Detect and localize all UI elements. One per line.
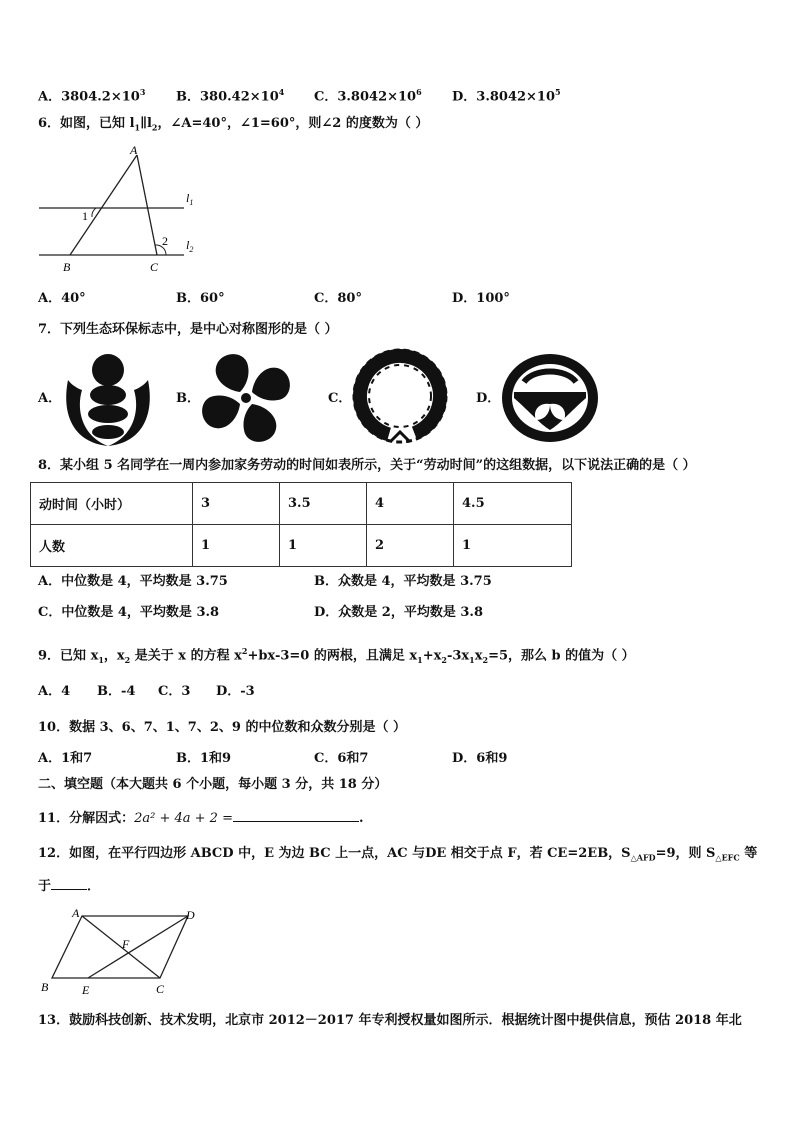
table-row	[31, 525, 572, 567]
table-cell: 2	[367, 525, 454, 567]
q11-answer-blank[interactable]	[233, 809, 359, 822]
q8-option-c: C．中位数是 4，平均数是 3.8	[38, 605, 220, 620]
q6-option-d: D．100°	[452, 291, 510, 306]
q7-option-b-label: B．	[176, 391, 200, 406]
table-cell: 1	[280, 525, 367, 567]
q5-option-a: A．$3804.2\times 10^3$	[38, 87, 146, 105]
label-b: B	[63, 260, 71, 274]
q9-stem: 9．已知 $x_1$，$x_2$ 是关于 x 的方程 $x^2+bx-3=0$ 的两根，且满足 $x_1+x_2-3x_1x_2=5$，那么 b 的值为（ ）	[38, 646, 635, 665]
q9-option-b: B．-4	[97, 684, 136, 699]
q11-stem: 11．分解因式：2a² + 4a + 2 = .	[38, 811, 364, 826]
q10-option-c: C．6和7	[314, 751, 369, 766]
q5-option-c: C．$3.8042\times 10^6$	[314, 87, 422, 105]
segment-ac	[137, 155, 157, 255]
table-cell: 4.5	[454, 483, 572, 525]
q7-logo-d	[500, 352, 600, 444]
label-a: A	[72, 906, 80, 920]
q7-option-d-label: D．	[476, 391, 501, 406]
q8-option-a: A．中位数是 4，平均数是 3.75	[38, 574, 228, 589]
q6-stem: 6．如图，已知 $l_1\parallel l_2$，∠A=40°，∠1=60°，则∠2 的度数为（ ）	[38, 116, 429, 133]
q7-stem: 7．下列生态环保标志中，是中心对称图形的是（ ）	[38, 322, 338, 337]
label-b: B	[41, 980, 49, 994]
table-cell: 4	[367, 483, 454, 525]
table-cell: 动时间（小时）	[31, 483, 193, 525]
table-row	[31, 483, 572, 525]
segment-de	[88, 916, 188, 978]
segment-ab	[70, 155, 137, 255]
q8-table	[30, 482, 572, 567]
q7-option-c-label: C．	[328, 391, 352, 406]
table-cell: 3	[193, 483, 280, 525]
q7-logo-b	[196, 348, 296, 448]
label-angle-1: 1	[82, 209, 88, 223]
q10-stem: 10．数据 3、6、7、1、7、2、9 的中位数和众数分别是（ ）	[38, 720, 406, 735]
q6-figure	[36, 142, 206, 278]
q7-logo-a	[62, 350, 154, 450]
label-e: E	[82, 983, 90, 997]
q12-answer-blank[interactable]	[51, 877, 87, 890]
q9-option-d: D．-3	[216, 684, 255, 699]
q10-option-b: B．1和9	[176, 751, 232, 766]
q9-option-c: C．3	[158, 684, 191, 699]
section-heading: 二、填空题（本大题共 6 个小题，每小题 3 分，共 18 分）	[38, 777, 388, 792]
label-l2: $l_2$	[186, 238, 194, 254]
label-c: C	[150, 260, 159, 274]
q6-option-a: A．40°	[38, 291, 86, 306]
q12-figure	[36, 904, 206, 1000]
table-cell: 1	[193, 525, 280, 567]
label-a: A	[130, 143, 138, 157]
table-cell: 1	[454, 525, 572, 567]
q6-option-b: B．60°	[176, 291, 225, 306]
diagonal-ac	[82, 916, 160, 978]
q12-stem-line2: 于 ．	[38, 879, 101, 894]
table-cell: 3.5	[280, 483, 367, 525]
q8-option-b: B．众数是 4，平均数是 3.75	[314, 574, 492, 589]
q5-option-d: D．$3.8042\times 10^5$	[452, 87, 561, 105]
q5-option-b: B．$380.42\times 10^4$	[176, 87, 285, 105]
label-c: C	[156, 982, 165, 996]
q12-stem: 12．如图，在平行四边形 ABCD 中，E 为边 BC 上一点，AC 与DE 相交于点 F，若 CE=2EB，$S_{\triangle AFD}=9$，则 $S_{\triangle EFC}$ 等	[38, 846, 758, 863]
q10-option-d: D．6和9	[452, 751, 508, 766]
q8-stem: 8．某小组 5 名同学在一周内参加家务劳动的时间如表所示，关于“劳动时间”的这组数据，以下说法正确的是（ ）	[38, 458, 696, 473]
q9-option-a: A．4	[38, 684, 71, 699]
q10-option-a: A．1和7	[38, 751, 93, 766]
q6-option-c: C．80°	[314, 291, 362, 306]
q11-expression: 2a² + 4a + 2 =	[134, 811, 233, 826]
label-f: F	[122, 937, 130, 951]
angle-1-arc	[92, 208, 96, 217]
q7-logo-c	[348, 346, 452, 448]
label-l1: $l_1$	[186, 191, 194, 207]
table-cell: 人数	[31, 525, 193, 567]
q13-stem: 13．鼓励科技创新、技术发明，北京市 2012－2017 年专利授权量如图所示．根据统计图中提供信息，预估 2018 年北	[38, 1013, 742, 1028]
label-angle-2: 2	[162, 234, 168, 248]
q7-option-a-label: A．	[38, 391, 62, 406]
q8-option-d: D．众数是 2，平均数是 3.8	[314, 605, 483, 620]
label-d: D	[186, 908, 195, 922]
